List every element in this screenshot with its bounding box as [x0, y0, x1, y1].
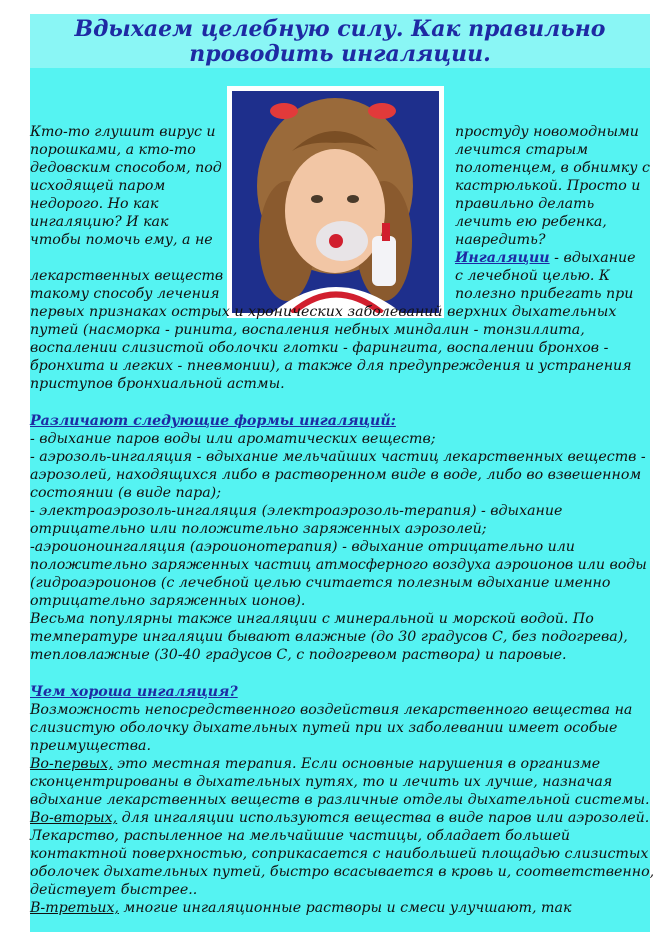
intro-right-line: полезно прибегать при — [455, 286, 634, 302]
intro-left-line: Кто-то глушит вирус и — [30, 124, 216, 140]
forms-line: отрицательно или положительно заряженных аэрозолей; — [30, 521, 487, 537]
intro-right-line: полотенцем, в обнимку с — [455, 160, 650, 176]
forms-line: температуре ингаляции бывают влажные (до 30 градусов С, без подогрева), — [30, 629, 628, 645]
forms-line: - вдыхание паров воды или ароматических веществ; — [30, 431, 436, 447]
benefits-first — [30, 756, 635, 774]
first-label: Во-первых, — [30, 756, 113, 772]
article-sheet — [30, 14, 655, 932]
benefits-line: сконцентрированы в дыхательных путях, то и лечить их лучше, назначая — [30, 774, 613, 790]
title-band — [30, 14, 650, 68]
page-title-line2: проводить ингаляции. — [189, 41, 491, 67]
inhalation-term-link[interactable]: Ингаляции — [455, 250, 550, 266]
intro-left-line: дедовским способом, под — [30, 160, 222, 176]
benefits-line: преимущества. — [30, 738, 151, 754]
benefits-second — [30, 810, 650, 828]
intro-definition — [455, 250, 636, 268]
benefits-heading: Чем хороша ингаляция? — [30, 684, 238, 700]
intro-right-line: правильно делать — [455, 196, 595, 212]
benefits-line: оболочек дыхательных путей, быстро всасывается в кровь и, соответственно, — [30, 864, 655, 880]
intro-line: путей (насморка - ринита, воспаления небных миндалин - тонзиллита, — [30, 322, 585, 338]
intro-right-line: кастрюлькой. Просто и — [455, 178, 641, 194]
intro-left-line: лекарственных веществ — [30, 268, 224, 284]
forms-line: аэрозолей, находящихся либо в растворенном виде в воде, либо во взвешенном — [30, 467, 642, 483]
photo-illustration — [232, 91, 439, 313]
first-rest: это местная терапия. Если основные нарушения в организме — [112, 756, 601, 772]
forms-line: - электроаэрозоль-ингаляция (электроаэрозоль-терапия) - вдыхание — [30, 503, 563, 519]
forms-heading: Различают следующие формы ингаляций: — [30, 413, 396, 429]
intro-right-line: простуду новомодными — [455, 124, 639, 140]
second-rest: для ингаляции используются вещества в виде паров или аэрозолей. — [117, 810, 650, 826]
intro-left-line: чтобы помочь ему, а не — [30, 232, 213, 248]
intro-right-line: навредить? — [455, 232, 546, 248]
intro-line: воспалении слизистой оболочки глотки - фарингита, воспалении бронхов - — [30, 340, 609, 356]
third-label: В-третьих, — [30, 900, 119, 916]
forms-line: Весьма популярны также ингаляции с минеральной и морской водой. По — [30, 611, 594, 627]
forms-line: отрицательно заряженных ионов). — [30, 593, 306, 609]
benefits-line: действует быстрее.. — [30, 882, 198, 898]
intro-line: бронхита и легких - пневмонии), а также для предупреждения и устранения — [30, 358, 632, 374]
forms-line: положительно заряженных частиц атмосферного воздуха аэроионов или воды — [30, 557, 647, 573]
intro-right-line: лечится старым — [455, 142, 588, 158]
benefits-line: вдыхание лекарственных веществ в различные отделы дыхательной системы. — [30, 792, 650, 808]
forms-line: состоянии (в виде пара); — [30, 485, 221, 501]
third-rest: многие ингаляционные растворы и смеси улучшают, так — [118, 900, 572, 916]
child-with-nebulizer-mask-photo — [227, 86, 444, 318]
intro-left-line: такому способу лечения — [30, 286, 220, 302]
forms-line: - аэрозоль-ингаляция - вдыхание мельчайших частиц лекарственных веществ - — [30, 449, 646, 465]
benefits-third — [30, 900, 635, 918]
second-label: Во-вторых, — [30, 810, 118, 826]
definition-rest: - вдыхание — [549, 250, 636, 266]
intro-line: первых признаках острых и хронических заболеваний верхних дыхательных — [30, 304, 617, 320]
forms-line: -аэроионоингаляция (аэроионотерапия) - вдыхание отрицательно или — [30, 539, 575, 555]
forms-line: тепловлажные (30-40 градусов С, с подогревом раствора) и паровые. — [30, 647, 567, 663]
benefits-line: Лекарство, распыленное на мельчайшие частицы, обладает большей — [30, 828, 571, 844]
benefits-line: Возможность непосредственного воздействия лекарственного вещества на — [30, 702, 633, 718]
intro-left-line: исходящей паром — [30, 178, 166, 194]
forms-line: (гидроаэроионов (с лечебной целью считается полезным вдыхание именно — [30, 575, 611, 591]
intro-left-line: порошками, а кто-то — [30, 142, 196, 158]
intro-left-line: ингаляцию? И как — [30, 214, 169, 230]
intro-left-line: недорого. Но как — [30, 196, 159, 212]
intro-right-line: лечить ею ребенка, — [455, 214, 607, 230]
page-title: Вдыхаем целебную силу. Как правильно — [74, 16, 606, 42]
intro-line: приступов бронхиальной астмы. — [30, 376, 285, 392]
benefits-line: контактной поверхностью, соприкасается с наибольшей площадью слизистых — [30, 846, 649, 862]
benefits-line: слизистую оболочку дыхательных путей при их заболевании имеет особые — [30, 720, 618, 736]
intro-right-line: с лечебной целью. К — [455, 268, 610, 284]
